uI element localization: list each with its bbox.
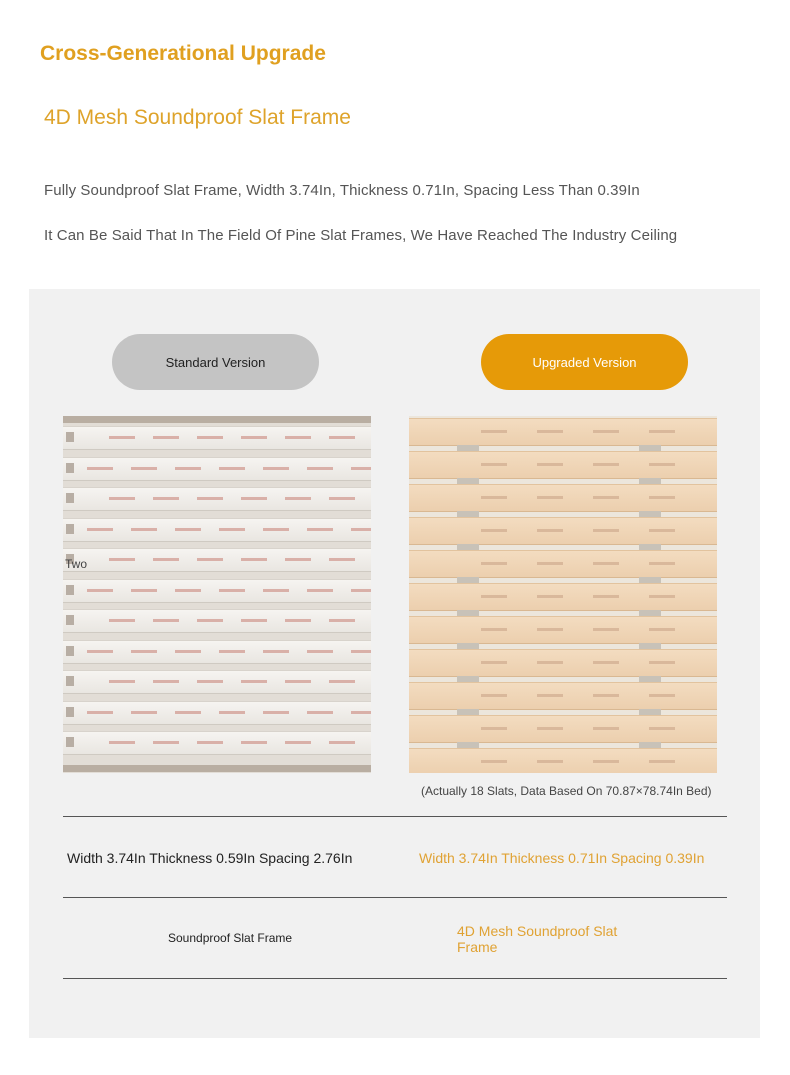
slat-print-mark — [351, 528, 371, 531]
slat-print-mark — [175, 528, 201, 531]
slat-print-mark — [219, 528, 245, 531]
slat-print-mark — [481, 628, 507, 631]
slat — [63, 426, 371, 450]
slat — [63, 670, 371, 694]
comparison-panel — [29, 289, 760, 1038]
slat-print-mark — [537, 661, 563, 664]
slat — [63, 609, 371, 633]
slat — [409, 649, 717, 677]
standard-spec: Width 3.74In Thickness 0.59In Spacing 2.76In — [67, 850, 353, 866]
page-subtitle: 4D Mesh Soundproof Slat Frame — [44, 106, 351, 129]
slat-print-mark — [175, 589, 201, 592]
slat-print-mark — [351, 589, 371, 592]
slat-end-cap — [66, 585, 74, 595]
upgraded-version-button[interactable] — [481, 334, 688, 390]
slat-print-mark — [329, 619, 355, 622]
slat-print-mark — [481, 595, 507, 598]
standard-version-button[interactable] — [112, 334, 319, 390]
slat-end-cap — [66, 493, 74, 503]
slat-print-mark — [481, 694, 507, 697]
slat-print-mark — [593, 760, 619, 763]
slat-print-mark — [329, 680, 355, 683]
slat-print-mark — [131, 650, 157, 653]
slat-end-cap — [66, 707, 74, 717]
slat-end-cap — [66, 615, 74, 625]
slat-print-mark — [197, 619, 223, 622]
slat-print-mark — [285, 497, 311, 500]
slat — [63, 518, 371, 542]
slat-print-mark — [87, 467, 113, 470]
slat — [409, 748, 717, 773]
slat-print-mark — [87, 589, 113, 592]
slat — [409, 715, 717, 743]
slat — [409, 517, 717, 545]
upgraded-name: 4D Mesh Soundproof Slat Frame — [457, 923, 618, 955]
slat-print-mark — [537, 760, 563, 763]
slat-print-mark — [481, 463, 507, 466]
slat-print-mark — [241, 741, 267, 744]
slat-print-mark — [351, 711, 371, 714]
slat-print-mark — [481, 562, 507, 565]
upgraded-slat-frame-image — [409, 416, 717, 773]
slat-print-mark — [649, 727, 675, 730]
slat-print-mark — [263, 650, 289, 653]
slat-print-mark — [109, 680, 135, 683]
slat-print-mark — [481, 661, 507, 664]
slat-print-mark — [649, 562, 675, 565]
slat — [63, 701, 371, 725]
slat-print-mark — [87, 650, 113, 653]
slat-print-mark — [649, 595, 675, 598]
slat-print-mark — [329, 497, 355, 500]
slat-print-mark — [175, 650, 201, 653]
slat-print-mark — [593, 727, 619, 730]
slat-print-mark — [649, 463, 675, 466]
slat-print-mark — [153, 741, 179, 744]
slat-print-mark — [307, 528, 333, 531]
image-overlay-text: Two — [65, 557, 88, 571]
slat-print-mark — [285, 436, 311, 439]
frame-rail — [63, 416, 371, 423]
slat-print-mark — [649, 760, 675, 763]
description-line-1: Fully Soundproof Slat Frame, Width 3.74In, Thickness 0.71In, Spacing Less Than 0.39In — [44, 182, 640, 199]
slat-print-mark — [649, 496, 675, 499]
slat-end-cap — [66, 737, 74, 747]
slat-print-mark — [219, 711, 245, 714]
divider-top — [63, 816, 727, 817]
slat-print-mark — [219, 467, 245, 470]
slat-print-mark — [329, 436, 355, 439]
slat-print-mark — [307, 650, 333, 653]
slat-end-cap — [66, 432, 74, 442]
slat-print-mark — [307, 711, 333, 714]
slat-print-mark — [285, 741, 311, 744]
slat — [63, 457, 371, 481]
upgraded-spec: Width 3.74In Thickness 0.71In Spacing 0.39In — [419, 850, 705, 866]
slat-print-mark — [329, 741, 355, 744]
slat-print-mark — [241, 436, 267, 439]
slat-print-mark — [307, 589, 333, 592]
slat-print-mark — [175, 467, 201, 470]
standard-name: Soundproof Slat Frame — [168, 931, 293, 945]
slat-print-mark — [219, 589, 245, 592]
slat-print-mark — [351, 650, 371, 653]
slat-print-mark — [197, 436, 223, 439]
slat-print-mark — [593, 694, 619, 697]
slat-print-mark — [481, 430, 507, 433]
slat-print-mark — [649, 529, 675, 532]
slat-print-mark — [175, 711, 201, 714]
slat-print-mark — [263, 467, 289, 470]
slat-end-cap — [66, 646, 74, 656]
slat-print-mark — [593, 628, 619, 631]
slat-print-mark — [131, 589, 157, 592]
slat — [409, 451, 717, 479]
slat-print-mark — [109, 558, 135, 561]
standard-slat-frame-image — [63, 416, 371, 773]
slat-print-mark — [87, 711, 113, 714]
slat-print-mark — [537, 562, 563, 565]
slat — [63, 640, 371, 664]
slat — [409, 583, 717, 611]
slat-print-mark — [537, 628, 563, 631]
slat-print-mark — [649, 661, 675, 664]
slat-print-mark — [481, 529, 507, 532]
slat-print-mark — [537, 727, 563, 730]
slat-print-mark — [593, 562, 619, 565]
slat — [409, 418, 717, 446]
divider-middle — [63, 897, 727, 898]
slat — [409, 484, 717, 512]
slat-print-mark — [285, 680, 311, 683]
upgraded-caption: (Actually 18 Slats, Data Based On 70.87×78.74In Bed) — [421, 784, 712, 798]
slat-print-mark — [109, 619, 135, 622]
slat-print-mark — [263, 528, 289, 531]
slat-print-mark — [329, 558, 355, 561]
slat-print-mark — [481, 760, 507, 763]
slat-print-mark — [153, 619, 179, 622]
slat-print-mark — [351, 467, 371, 470]
slat — [409, 550, 717, 578]
slat-print-mark — [153, 497, 179, 500]
slat-print-mark — [219, 650, 245, 653]
slat-print-mark — [593, 496, 619, 499]
slat-print-mark — [109, 497, 135, 500]
page-title: Cross-Generational Upgrade — [40, 42, 326, 65]
slat-print-mark — [153, 436, 179, 439]
slat-print-mark — [593, 463, 619, 466]
slat — [63, 548, 371, 572]
standard-version-label: Standard Version — [165, 354, 266, 370]
slat-print-mark — [481, 727, 507, 730]
slat-print-mark — [649, 694, 675, 697]
slat-print-mark — [153, 558, 179, 561]
slat-end-cap — [66, 676, 74, 686]
slat — [63, 579, 371, 603]
slat-print-mark — [241, 497, 267, 500]
slat-print-mark — [197, 497, 223, 500]
slat-print-mark — [87, 528, 113, 531]
upgraded-version-label: Upgraded Version — [532, 354, 637, 370]
slat-print-mark — [131, 711, 157, 714]
divider-bottom — [63, 978, 727, 979]
slat-print-mark — [649, 430, 675, 433]
slat-print-mark — [537, 430, 563, 433]
slat — [63, 487, 371, 511]
slat-print-mark — [263, 711, 289, 714]
slat-print-mark — [649, 628, 675, 631]
slat-print-mark — [537, 595, 563, 598]
slat-print-mark — [537, 529, 563, 532]
slat-print-mark — [197, 741, 223, 744]
slat-print-mark — [153, 680, 179, 683]
slat — [409, 616, 717, 644]
slat-print-mark — [285, 619, 311, 622]
slat-print-mark — [131, 467, 157, 470]
slat-print-mark — [537, 463, 563, 466]
slat-print-mark — [593, 661, 619, 664]
slat-print-mark — [593, 529, 619, 532]
slat-end-cap — [66, 524, 74, 534]
slat-end-cap — [66, 463, 74, 473]
slat-print-mark — [285, 558, 311, 561]
slat-print-mark — [307, 467, 333, 470]
slat-print-mark — [109, 741, 135, 744]
slat-print-mark — [537, 694, 563, 697]
slat — [63, 731, 371, 755]
slat-print-mark — [241, 558, 267, 561]
slat-print-mark — [593, 430, 619, 433]
slat-print-mark — [197, 558, 223, 561]
slat-print-mark — [241, 680, 267, 683]
slat-print-mark — [263, 589, 289, 592]
slat-print-mark — [131, 528, 157, 531]
frame-rail — [63, 765, 371, 772]
slat-print-mark — [537, 496, 563, 499]
description-line-2: It Can Be Said That In The Field Of Pine Slat Frames, We Have Reached The Industry Ceiling — [44, 227, 678, 244]
slat — [409, 682, 717, 710]
slat-print-mark — [197, 680, 223, 683]
slat-print-mark — [109, 436, 135, 439]
slat-print-mark — [593, 595, 619, 598]
slat-print-mark — [481, 496, 507, 499]
slat-print-mark — [241, 619, 267, 622]
